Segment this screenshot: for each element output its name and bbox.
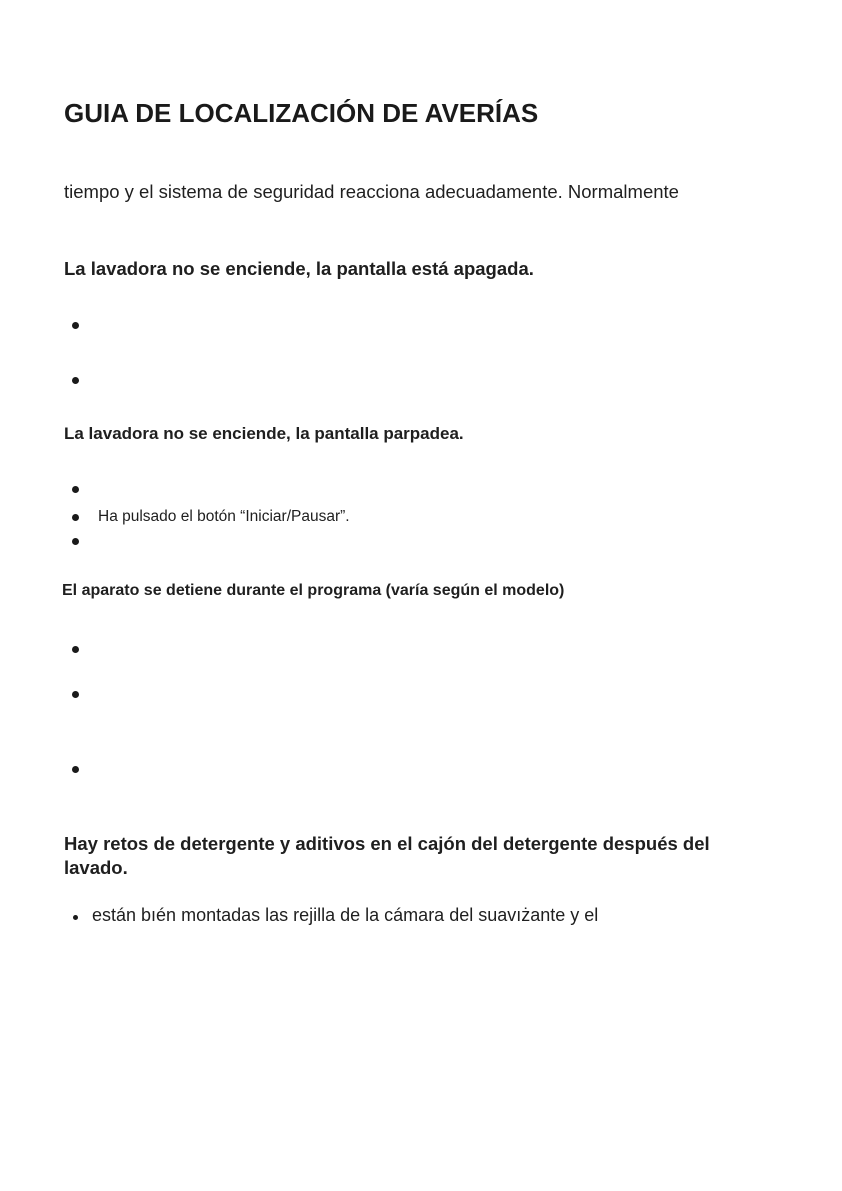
section-heading-1: La lavadora no se enciende, la pantalla está apagada. (64, 258, 534, 279)
bullet (72, 514, 79, 521)
section-heading-3: El aparato se detiene durante el programa (varía según el modelo) (62, 582, 565, 599)
list-item-text: Ha pulsado el botón “Iniciar/Pausar”. (98, 508, 350, 525)
section-heading-4: Hay retos de detergente y aditivos en el cajón del detergente después del lavado. (64, 833, 710, 878)
bullet (72, 691, 79, 698)
bullet (72, 377, 79, 384)
intro-text: tiempo y el sistema de seguridad reacciona adecuadamente. Normalmente (64, 181, 679, 202)
section-heading-2: La lavadora no se enciende, la pantalla parpadea. (64, 424, 464, 443)
bullet (72, 486, 79, 493)
bullet (72, 538, 79, 545)
bullet (72, 322, 79, 329)
list-item-text: están bıén montadas las rejilla de la cámara del suavıżante y el (92, 905, 599, 925)
bullet (72, 646, 79, 653)
page-title: GUIA DE LOCALIZACIÓN DE AVERÍAS (64, 98, 539, 128)
bullet (73, 915, 78, 920)
bullet (72, 766, 79, 773)
